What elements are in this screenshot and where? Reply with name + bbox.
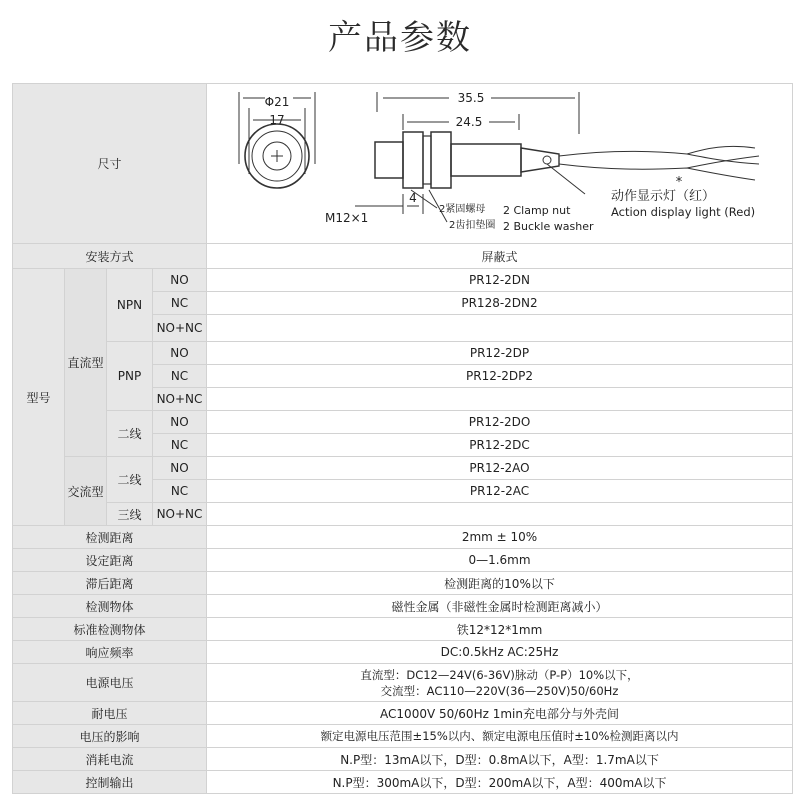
output-no: NO — [153, 342, 207, 365]
spec-value: N.P型：13mA以下，D型：0.8mA以下，A型：1.7mA以下 — [207, 748, 793, 771]
star-mark: * — [675, 175, 683, 190]
spec-label: 消耗电流 — [13, 748, 207, 771]
dim-phi21: Φ21 — [264, 95, 290, 109]
power-line-dc: 直流型：DC12—24V(6-36V)脉动（P-P）10%以下， — [360, 667, 639, 682]
dim-m12: M12×1 — [325, 211, 369, 225]
size-label: 尺寸 — [13, 84, 207, 244]
spec-label: 电压的影响 — [13, 725, 207, 748]
model-ac3-nonc — [207, 503, 793, 526]
spec-value: AC1000V 50/60Hz 1min充电部分与外壳间 — [207, 702, 793, 725]
pnp-label: PNP — [107, 342, 153, 411]
spec-value: N.P型：300mA以下，D型：200mA以下，A型：400mA以下 — [207, 771, 793, 794]
note-buckle-washer-cn: 2齿扣垫圈 — [449, 220, 496, 231]
output-nc: NC — [153, 292, 207, 315]
dc-type-label: 直流型 — [65, 269, 107, 457]
model-ac2-nc: PR12-2AC — [207, 480, 793, 503]
mount-value: 屏蔽式 — [207, 244, 793, 269]
spec-label: 检测距离 — [13, 526, 207, 549]
spec-label: 设定距离 — [13, 549, 207, 572]
model-pnp-nonc — [207, 388, 793, 411]
note-buckle-washer-en: 2 Buckle washer — [503, 220, 594, 233]
spec-label: 控制输出 — [13, 771, 207, 794]
dim-17: 17 — [269, 113, 285, 127]
spec-value: 0—1.6mm — [207, 549, 793, 572]
dim-4: 4 — [409, 191, 417, 205]
light-label-en: Action display light (Red) — [611, 205, 756, 219]
spec-label: 标准检测物体 — [13, 618, 207, 641]
ac-type-label: 交流型 — [65, 457, 107, 526]
dim-24-5: 24.5 — [455, 115, 483, 129]
power-line-ac: 交流型：AC110—220V(36—250V)50/60Hz — [380, 683, 619, 698]
two-wire-dc-label: 二线 — [107, 411, 153, 457]
output-no: NO — [153, 269, 207, 292]
spec-label: 耐电压 — [13, 702, 207, 725]
model-dc2-nc: PR12-2DC — [207, 434, 793, 457]
output-no: NO — [153, 457, 207, 480]
model-pnp-no: PR12-2DP — [207, 342, 793, 365]
spec-label: 滞后距离 — [13, 572, 207, 595]
two-wire-ac-label: 二线 — [107, 457, 153, 503]
note-clamp-nut-cn: 2紧固螺母 — [439, 204, 486, 215]
dimension-diagram — [207, 84, 793, 244]
note-clamp-nut-en: 2 Clamp nut — [503, 204, 571, 217]
output-nonc: NO+NC — [153, 503, 207, 526]
npn-label: NPN — [107, 269, 153, 342]
spec-value: 铁12*12*1mm — [207, 618, 793, 641]
mount-label: 安装方式 — [13, 244, 207, 269]
page-title: 产品参数 — [328, 18, 472, 58]
power-value — [207, 664, 793, 702]
spec-label: 检测物体 — [13, 595, 207, 618]
output-nonc: NO+NC — [153, 388, 207, 411]
model-npn-nonc — [207, 315, 793, 342]
output-nc: NC — [153, 365, 207, 388]
model-ac2-no: PR12-2AO — [207, 457, 793, 480]
spec-value: 检测距离的10%以下 — [207, 572, 793, 595]
output-nonc: NO+NC — [153, 315, 207, 342]
light-label-cn: 动作显示灯（红） — [611, 189, 716, 204]
output-nc: NC — [153, 480, 207, 503]
spec-value: DC:0.5kHz AC:25Hz — [207, 641, 793, 664]
model-label: 型号 — [13, 269, 65, 526]
model-pnp-nc: PR12-2DP2 — [207, 365, 793, 388]
spec-value: 额定电源电压范围±15%以内、额定电源电压值时±10%检测距离以内 — [207, 725, 793, 748]
power-label: 电源电压 — [13, 664, 207, 702]
spec-value: 2mm ± 10% — [207, 526, 793, 549]
spec-value: 磁性金属（非磁性金属时检测距离减小） — [207, 595, 793, 618]
output-nc: NC — [153, 434, 207, 457]
dim-35-5: 35.5 — [457, 91, 485, 105]
spec-label: 响应频率 — [13, 641, 207, 664]
model-dc2-no: PR12-2DO — [207, 411, 793, 434]
three-wire-label: 三线 — [107, 503, 153, 526]
spec-table — [12, 83, 793, 794]
output-no: NO — [153, 411, 207, 434]
model-npn-no: PR12-2DN — [207, 269, 793, 292]
sensor-drawing — [207, 84, 793, 240]
model-npn-nc: PR128-2DN2 — [207, 292, 793, 315]
